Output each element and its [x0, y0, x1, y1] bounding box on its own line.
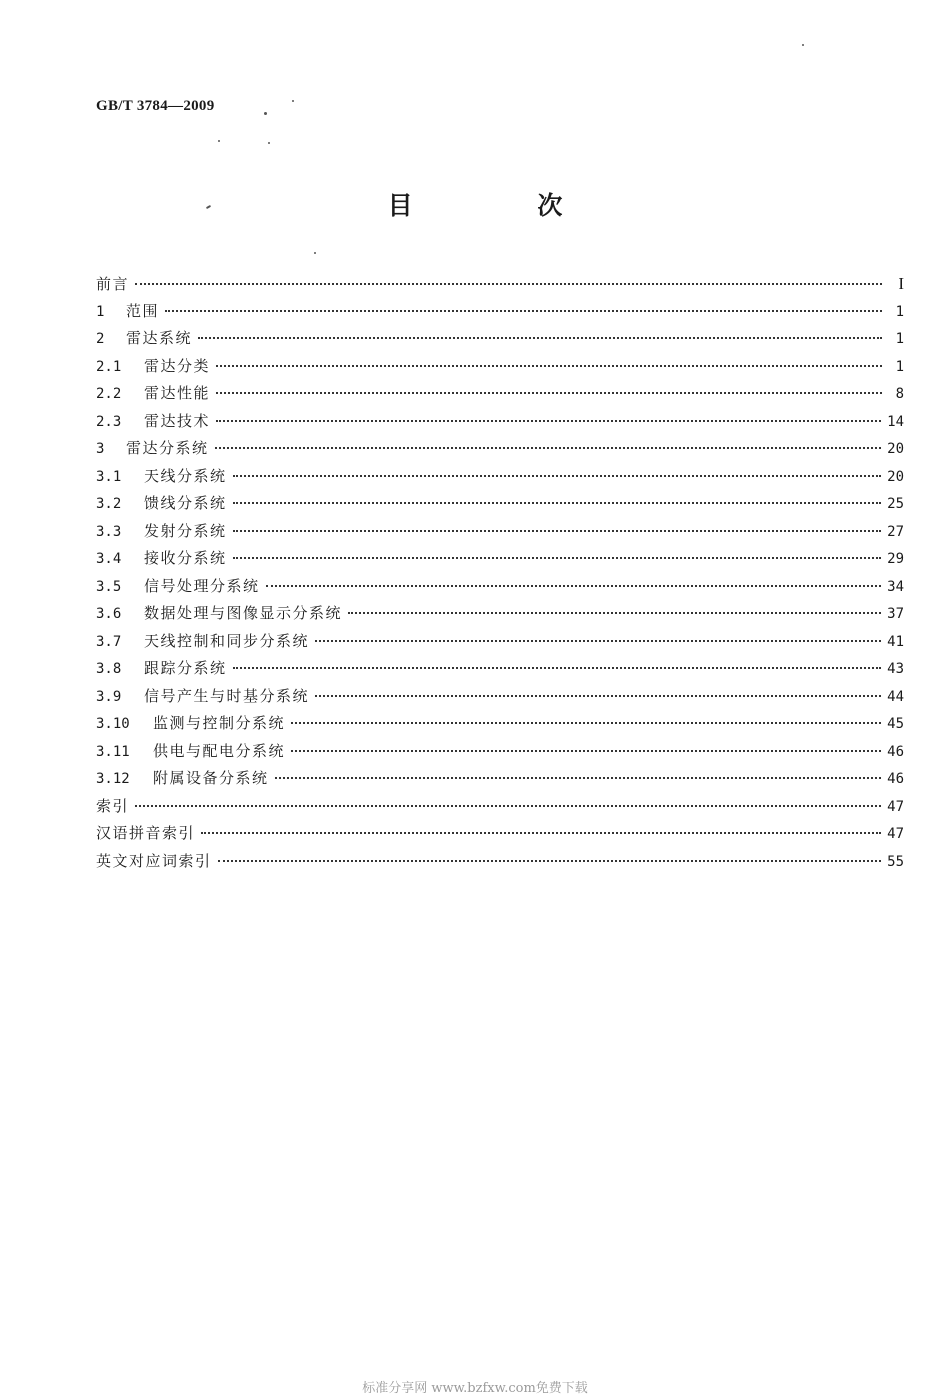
toc-entry-number: 2	[96, 331, 105, 347]
toc-entry-page: I	[898, 274, 904, 293]
toc-entry-label: 信号产生与时基分系统	[144, 686, 310, 705]
toc-entry-label: 天线分系统	[144, 466, 227, 485]
toc-dot-leader	[315, 694, 881, 697]
toc-entry-page: 44	[887, 688, 904, 705]
toc-entry-number: 3.6	[96, 606, 122, 622]
toc-entry-label: 发射分系统	[144, 521, 227, 540]
scan-speck	[292, 100, 294, 102]
toc-entry-page: 46	[887, 743, 904, 760]
toc-entry-label: 雷达技术	[144, 411, 211, 430]
toc-entry-number: 3.5	[96, 578, 122, 595]
toc-dot-leader	[215, 446, 882, 449]
toc-dot-leader	[266, 584, 882, 587]
toc-dot-leader	[291, 749, 881, 752]
scan-speck	[268, 142, 270, 144]
toc-entry	[96, 463, 904, 491]
toc-entry-label: 雷达系统	[126, 329, 193, 347]
toc-dot-leader	[233, 501, 882, 504]
toc-entry-label: 跟踪分系统	[144, 659, 227, 677]
toc-entry-label: 信号处理分系统	[144, 576, 260, 595]
toc-dot-leader	[216, 364, 882, 367]
toc-entry-page: 1	[895, 358, 904, 375]
toc-entry-number: 3.1	[96, 468, 122, 485]
toc-entry-number: 3.2	[96, 496, 122, 512]
toc-entry	[96, 628, 904, 656]
toc-entry-page: 8	[895, 386, 904, 402]
toc-entry-page: 55	[887, 853, 904, 870]
toc-entry	[96, 738, 904, 766]
toc-entry-label: 供电与配电分系统	[153, 741, 286, 760]
toc-entry	[96, 353, 904, 381]
toc-entry	[96, 380, 904, 408]
toc-dot-leader	[135, 282, 882, 285]
document-code: GB/T 3784—2009	[96, 98, 215, 114]
toc-dot-leader	[216, 391, 882, 394]
toc-entry	[96, 545, 904, 573]
toc-dot-leader	[315, 639, 881, 642]
toc-entry	[96, 848, 904, 876]
toc-entry-label: 雷达性能	[144, 384, 211, 402]
toc-entry	[96, 765, 904, 793]
toc-dot-leader	[275, 776, 882, 779]
toc-entry	[96, 573, 904, 601]
scan-speck	[314, 252, 316, 254]
toc-entry-page: 43	[887, 661, 904, 677]
toc-dot-leader	[218, 859, 882, 862]
toc-entry	[96, 435, 904, 463]
toc-entry	[96, 655, 904, 683]
toc-entry-page: 20	[887, 468, 904, 485]
toc-entry	[96, 710, 904, 738]
toc-entry-label: 附属设备分系统	[153, 769, 269, 787]
toc-entry-number: 2.3	[96, 413, 122, 430]
toc-entry-label: 汉语拼音索引	[96, 824, 196, 842]
toc-entry-number: 1	[96, 303, 105, 320]
toc-entry-page: 41	[887, 633, 904, 650]
toc-entry	[96, 683, 904, 711]
toc-entry-label: 范围	[126, 301, 160, 320]
toc-entry-page: 37	[887, 606, 904, 622]
watermark-footer: 标准分享网 www.bzfxw.com免费下载	[362, 1381, 588, 1396]
toc-entry-page: 25	[887, 496, 904, 512]
toc-entry	[96, 490, 904, 518]
toc-entry-number: 3.8	[96, 661, 122, 677]
toc-entry-number: 3.10	[96, 716, 130, 732]
toc-dot-leader	[233, 474, 882, 477]
toc-dot-leader	[135, 804, 881, 807]
table-of-contents	[96, 270, 904, 875]
toc-entry-label: 监测与控制分系统	[153, 714, 286, 732]
toc-entry-label: 英文对应词索引	[96, 851, 212, 870]
toc-entry-page: 46	[887, 771, 904, 787]
toc-dot-leader	[348, 611, 881, 614]
toc-entry-number: 3.12	[96, 771, 130, 787]
toc-entry-label: 接收分系统	[144, 549, 227, 567]
toc-entry-number: 2.2	[96, 386, 122, 402]
toc-entry-page: 47	[887, 798, 904, 815]
toc-entry-label: 索引	[96, 796, 130, 815]
toc-dot-leader	[233, 529, 882, 532]
toc-entry	[96, 408, 904, 436]
toc-entry-label: 前言	[96, 275, 130, 293]
toc-entry	[96, 600, 904, 628]
toc-dot-leader	[201, 831, 881, 834]
toc-entry-label: 雷达分系统	[126, 439, 209, 457]
toc-dot-leader	[233, 666, 882, 669]
toc-entry-page: 1	[895, 331, 904, 347]
toc-entry-page: 20	[887, 441, 904, 457]
toc-dot-leader	[216, 419, 881, 422]
toc-dot-leader	[291, 721, 881, 724]
toc-entry	[96, 820, 904, 848]
toc-entry	[96, 793, 904, 821]
scan-speck	[264, 112, 267, 115]
toc-entry-page: 1	[895, 303, 904, 320]
toc-entry-number: 3.7	[96, 633, 122, 650]
toc-dot-leader	[165, 309, 882, 312]
toc-dot-leader	[198, 336, 882, 339]
toc-entry-page: 47	[887, 826, 904, 842]
toc-entry-number: 2.1	[96, 358, 122, 375]
toc-entry	[96, 270, 904, 298]
toc-entry-number: 3.3	[96, 523, 122, 540]
toc-entry-page: 14	[887, 413, 904, 430]
toc-entry-label: 雷达分类	[144, 356, 211, 375]
toc-entry-label: 天线控制和同步分系统	[144, 631, 310, 650]
toc-entry-number: 3.4	[96, 551, 122, 567]
toc-entry	[96, 298, 904, 326]
toc-entry	[96, 518, 904, 546]
toc-entry-page: 45	[887, 716, 904, 732]
toc-entry-number: 3	[96, 441, 105, 457]
scan-speck	[802, 44, 804, 46]
toc-entry-label: 数据处理与图像显示分系统	[144, 604, 343, 622]
page-title: 目 次	[387, 191, 621, 220]
toc-entry-label: 馈线分系统	[144, 494, 227, 512]
toc-dot-leader	[233, 556, 882, 559]
toc-entry-page: 29	[887, 551, 904, 567]
scan-speck	[218, 140, 220, 142]
toc-entry-number: 3.9	[96, 688, 122, 705]
toc-entry	[96, 325, 904, 353]
toc-entry-page: 34	[887, 578, 904, 595]
toc-entry-page: 27	[887, 523, 904, 540]
toc-entry-number: 3.11	[96, 743, 130, 760]
